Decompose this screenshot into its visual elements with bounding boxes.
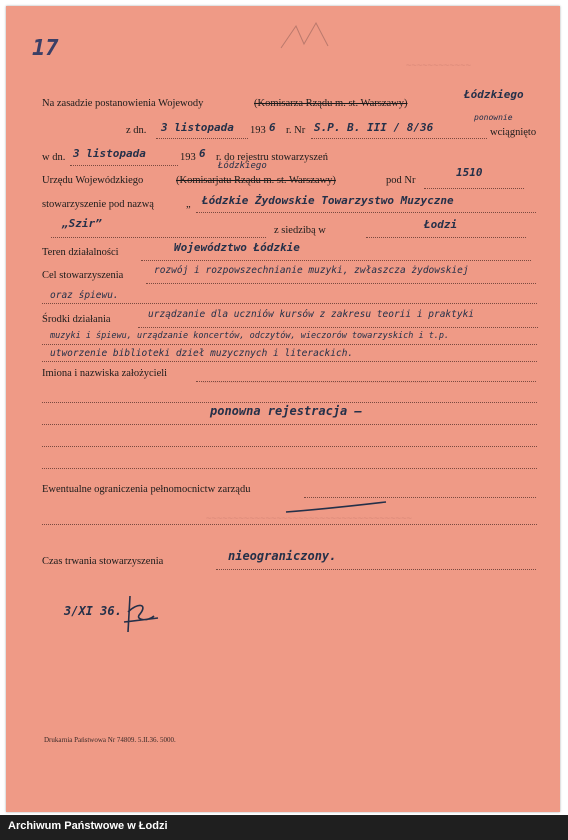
fill-line [42, 524, 537, 525]
signature [118, 592, 163, 638]
archive-name: Archiwum Państwowe w Łodzi [8, 820, 168, 832]
line3-prefix: w dn. [42, 152, 66, 163]
line1-prefix: Na zasadzie postanowienia Wojewody [42, 98, 204, 109]
line4-prefix: Urzędu Wojewódzkiego [42, 175, 144, 186]
srodki-line1: urządzanie dla uczniów kursów z zakresu teorii i praktyki [148, 309, 475, 320]
teren-label: Teren działalności [42, 247, 119, 258]
pencil-mark [276, 18, 336, 58]
line2-suffix: wciągnięto [490, 127, 537, 138]
fill-line [42, 424, 537, 425]
line2-prefix: z dn. [126, 125, 147, 136]
fill-line [311, 138, 487, 139]
fill-line [216, 569, 536, 570]
fill-line [156, 138, 248, 139]
line4-struck: (Komisarjatu Rządu m. st. Warszawy) [176, 175, 336, 186]
dash-stroke [282, 498, 392, 518]
bleed-through-text: ~~~~~~~~~~~~ [406, 61, 472, 71]
cel-line2: oraz śpiewu. [50, 290, 119, 301]
line5-prefix: stowarzyszenie pod nazwą [42, 199, 154, 210]
corner-mark: 17 [32, 36, 59, 61]
ograniczenia-label: Ewentualne ograniczenia pełnomocnictw zarządu [42, 484, 251, 495]
register-number: 1510 [456, 166, 483, 179]
fill-line [141, 260, 531, 261]
fill-line [138, 327, 538, 328]
ponownie-note: ponownie [474, 113, 513, 122]
fill-line [42, 402, 537, 403]
fill-line [42, 468, 537, 469]
society-name: Łódzkie Żydowskie Towarzystwo Muzyczne [202, 194, 454, 207]
signature-date: 3/XI 36. [64, 604, 122, 618]
wojewoda-name: Łódzkiego [464, 88, 524, 101]
fill-line [42, 361, 537, 362]
cel-line1: rozwój i rozpowszechnianie muzyki, zwłaszcza żydowskiej [154, 265, 469, 276]
imiona-label: Imiona i nazwiska założycieli [42, 368, 168, 379]
line6-suffix: z siedzibą w [274, 225, 326, 236]
line2-year-print: 193 [250, 125, 266, 136]
srodki-line3: utworzenie biblioteki dzieł muzycznych i literackich. [50, 348, 354, 359]
bleed-through-text: ~~~~~~~~~~~~~~~~~~~~~~~~~~~~~~~~~~~~~~ [206, 514, 412, 524]
seat-city: Łodzi [424, 218, 458, 231]
fill-line [366, 237, 526, 238]
fill-line [42, 446, 537, 447]
decision-number: S.P. B. III / 8/36 [314, 121, 434, 134]
fill-line [424, 188, 524, 189]
fill-line [42, 344, 537, 345]
czas-label: Czas trwania stowarzyszenia [42, 556, 164, 567]
line4-suffix: pod Nr [386, 175, 416, 186]
line3-suffix: r. do rejestru stowarzyszeń [216, 152, 328, 163]
fill-line [51, 237, 266, 238]
urzad-name: Łódzkiego [218, 161, 267, 171]
line3-year-print: 193 [180, 152, 196, 163]
decision-date: 3 listopada [161, 121, 234, 134]
decision-year-digit: 6 [269, 121, 276, 134]
teren-value: Województwo Łódzkie [174, 241, 300, 254]
cel-label: Cel stowarzyszenia [42, 270, 124, 281]
entry-date: 3 listopada [73, 147, 146, 160]
fill-line [70, 165, 178, 166]
bleed-through-text: ~~~~~~~~~~~~~~~~~~~~~~~~~~~~~~~~~~~~~~~~~~ [201, 378, 429, 388]
imiona-value: ponowna rejestracja — [210, 404, 362, 418]
society-short-name: „Szir” [62, 217, 102, 230]
archive-footer-bar [0, 815, 568, 840]
czas-value: nieograniczony. [228, 549, 337, 563]
printer-note: Drukarnia Państwowa Nr 74809. 5.II.36. 5000. [44, 736, 176, 744]
srodki-line2: muzyki i śpiewu, urządzanie koncertów, odczytów, wieczorów towarzyskich i t.p. [50, 331, 450, 341]
fill-line [42, 303, 537, 304]
fill-line [196, 212, 536, 213]
open-quote: „ [186, 199, 191, 210]
line2-r-nr: r. Nr [286, 125, 306, 136]
srodki-label: Środki działania [42, 314, 111, 325]
entry-year-digit: 6 [199, 147, 206, 160]
fill-line [146, 283, 536, 284]
line1-struck: (Komisarza Rządu m. st. Warszawy) [254, 98, 408, 109]
fill-line [196, 381, 536, 382]
document-page [6, 6, 560, 812]
